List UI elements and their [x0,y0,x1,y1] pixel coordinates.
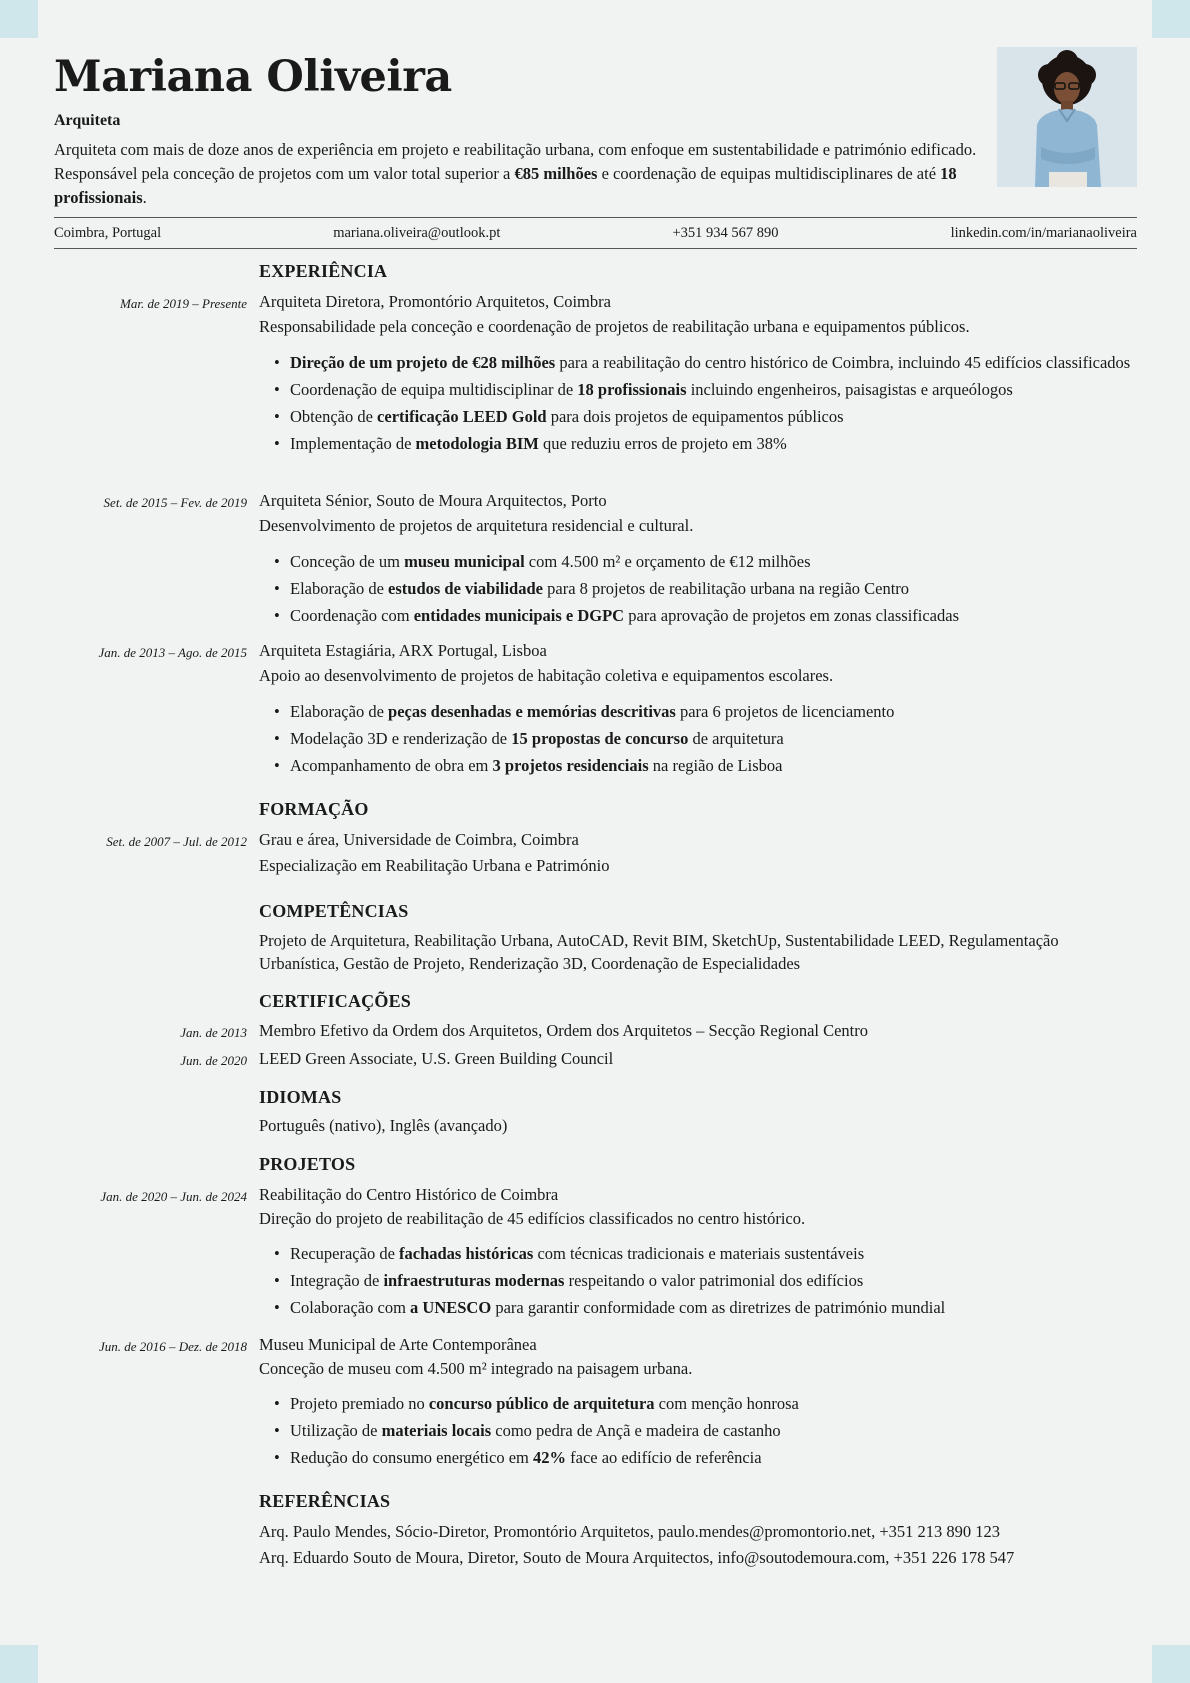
bullet-item [271,728,1141,750]
entry-date: Jan. de 2013 – Ago. de 2015 [98,645,247,660]
bullet-text: Coordenação de equipa multidisciplinar de [290,380,578,399]
bullet-text: com menção honrosa [654,1394,799,1413]
bullet-item [271,605,1141,627]
entry-date: Jun. de 2020 [180,1053,247,1068]
summary-highlight: €85 milhões [514,164,598,183]
bullet-item [271,551,1141,573]
candidate-role: Arquiteta [54,112,121,129]
entry-title: Arquiteta Diretora, Promontório Arquitetos, Coimbra [259,292,611,311]
entry-date: Jan. de 2020 – Jun. de 2024 [100,1189,247,1204]
section-title-references: REFERÊNCIAS [259,1491,391,1511]
bullet-item [271,1420,1141,1442]
bullet-highlight: 18 profissionais [577,380,687,399]
bullet-item [271,406,1141,428]
languages-list: Português (nativo), Inglês (avançado) [259,1116,508,1135]
contact-linkedin[interactable]: linkedin.com/in/marianaoliveira [950,224,1137,241]
bullet-text: com 4.500 m² e orçamento de €12 milhões [524,552,811,571]
entry-date: Set. de 2007 – Jul. de 2012 [106,834,247,849]
entry-date: Jan. de 2013 [180,1025,247,1040]
candidate-name: Mariana Oliveira [54,52,452,102]
bullet-text: para 8 projetos de reabilitação urbana na região Centro [543,579,910,598]
entry-title: Museu Municipal de Arte Contemporânea [259,1335,537,1354]
summary-text: Arquiteta com mais de doze anos de experiência em projeto e reabilitação urbana, com enfoque em sustentabilidade e património edificado. Responsável pela conceção de projetos com um valor total superior a [54,140,977,183]
contact-email[interactable]: mariana.oliveira@outlook.pt [333,224,501,241]
bullet-highlight: Direção de um projeto de €28 milhões [290,353,556,372]
section-title-projects: PROJETOS [259,1154,356,1174]
corner-decoration [0,0,38,38]
bullet-highlight: certificação LEED Gold [377,407,547,426]
bullet-item [271,433,1141,455]
contact-phone[interactable]: +351 934 567 890 [672,224,779,241]
bullet-text: para garantir conformidade com as diretrizes de património mundial [491,1298,946,1317]
bullet-item [271,755,1141,777]
entry-description: Conceção de museu com 4.500 m² integrado na paisagem urbana. [259,1359,693,1378]
profile-photo [997,47,1137,187]
corner-decoration [0,1645,38,1683]
bullet-text: para 6 projetos de licenciamento [675,702,895,721]
entry-date: Set. de 2015 – Fev. de 2019 [103,495,247,510]
contact-bar [54,217,1137,249]
bullet-item [271,1297,1141,1319]
resume-header [54,46,984,210]
summary-highlight: 18 profissionais [54,164,957,207]
entry-date: Jun. de 2016 – Dez. de 2018 [98,1339,247,1354]
bullet-text: Redução do consumo energético em [290,1448,533,1467]
bullet-highlight: materiais locais [381,1421,492,1440]
bullet-text: Conceção de um [290,552,405,571]
bullet-item [271,379,1141,401]
bullet-highlight: 42% [533,1448,566,1467]
bullet-text: para aprovação de projetos em zonas classificadas [624,606,959,625]
section-title-skills: COMPETÊNCIAS [259,901,409,921]
bullet-text: com técnicas tradicionais e materiais sustentáveis [533,1244,865,1263]
bullet-highlight: metodologia BIM [415,434,539,453]
entry-title: Membro Efetivo da Ordem dos Arquitetos, Ordem dos Arquitetos – Secção Regional Centro [259,1021,869,1040]
summary-text: . [142,188,147,207]
bullet-text: para a reabilitação do centro histórico de Coimbra, incluindo 45 edifícios classificados [555,353,1131,372]
bullet-highlight: 3 projetos residenciais [492,756,649,775]
bullet-text: como pedra de Ançã e madeira de castanho [491,1421,781,1440]
entry-date: Mar. de 2019 – Presente [120,296,247,311]
entry-title: Reabilitação do Centro Histórico de Coimbra [259,1185,559,1204]
bullet-text: Modelação 3D e renderização de [290,729,512,748]
entry-bullets [271,1243,1141,1324]
entry-bullets [271,1393,1141,1474]
bullet-text: para dois projetos de equipamentos públicos [546,407,844,426]
bullet-highlight: peças desenhadas e memórias descritivas [388,702,676,721]
bullet-item [271,1270,1141,1292]
corner-decoration [1152,0,1190,38]
bullet-highlight: a UNESCO [410,1298,492,1317]
entry-description: Desenvolvimento de projetos de arquitetura residencial e cultural. [259,516,694,535]
bullet-text: Recuperação de [290,1244,400,1263]
skills-list: Projeto de Arquitetura, Reabilitação Urbana, AutoCAD, Revit BIM, SketchUp, Sustentabilidade LEED, Regulamentação Urbanística, Gestão de Projeto, Renderização 3D, Coordenação de Especialidades [259,931,1059,973]
person-portrait-icon [997,47,1137,187]
summary-text: e coordenação de equipas multidisciplinares de até [597,164,941,183]
entry-description: Apoio ao desenvolvimento de projetos de habitação coletiva e equipamentos escolares. [259,666,834,685]
corner-decoration [1152,1645,1190,1683]
entry-title: Grau e área, Universidade de Coimbra, Coimbra [259,830,579,849]
bullet-highlight: fachadas históricas [399,1244,534,1263]
section-title-certifications: CERTIFICAÇÕES [259,991,411,1011]
reference-item: Arq. Eduardo Souto de Moura, Diretor, Souto de Moura Arquitectos, info@soutodemoura.com, +351 226 178 547 [259,1548,1015,1567]
bullet-item [271,1393,1141,1415]
bullet-text: de arquitetura [688,729,784,748]
bullet-item [271,578,1141,600]
entry-bullets [271,352,1141,460]
bullet-highlight: entidades municipais e DGPC [413,606,625,625]
bullet-text: na região de Lisboa [648,756,783,775]
reference-item: Arq. Paulo Mendes, Sócio-Diretor, Promontório Arquitetos, paulo.mendes@promontorio.net, +351 213 890 123 [259,1522,1001,1541]
entry-bullets [271,701,1141,782]
bullet-text: Colaboração com [290,1298,411,1317]
bullet-text: que reduziu erros de projeto em 38% [538,434,787,453]
bullet-text: Acompanhamento de obra em [290,756,493,775]
bullet-text: respeitando o valor patrimonial dos edifícios [564,1271,864,1290]
bullet-text: Obtenção de [290,407,378,426]
entry-title: Arquiteta Sénior, Souto de Moura Arquitectos, Porto [259,491,607,510]
bullet-text: face ao edifício de referência [566,1448,762,1467]
bullet-text: incluindo engenheiros, paisagistas e arqueólogos [686,380,1013,399]
entry-bullets [271,551,1141,632]
entry-description: Responsabilidade pela conceção e coordenação de projetos de reabilitação urbana e equipamentos públicos. [259,317,970,336]
bullet-text: Elaboração de [290,702,389,721]
bullet-text: Elaboração de [290,579,389,598]
contact-location: Coimbra, Portugal [54,224,162,241]
bullet-highlight: estudos de viabilidade [388,579,543,598]
bullet-text: Implementação de [290,434,416,453]
entry-description: Especialização em Reabilitação Urbana e Património [259,856,610,875]
section-title-languages: IDIOMAS [259,1087,342,1107]
section-title-education: FORMAÇÃO [259,799,369,819]
bullet-highlight: museu municipal [404,552,525,571]
entry-description: Direção do projeto de reabilitação de 45 edifícios classificados no centro histórico. [259,1209,806,1228]
bullet-item [271,352,1141,374]
section-title-experience: EXPERIÊNCIA [259,261,388,281]
bullet-text: Projeto premiado no [290,1394,429,1413]
bullet-highlight: infraestruturas modernas [383,1271,565,1290]
profile-summary [54,138,979,210]
bullet-item [271,1447,1141,1469]
entry-title: LEED Green Associate, U.S. Green Building Council [259,1049,614,1068]
bullet-highlight: 15 propostas de concurso [511,729,689,748]
bullet-item [271,1243,1141,1265]
bullet-text: Integração de [290,1271,384,1290]
entry-title: Arquiteta Estagiária, ARX Portugal, Lisboa [259,641,547,660]
bullet-highlight: concurso público de arquitetura [428,1394,655,1413]
bullet-text: Coordenação com [290,606,414,625]
bullet-item [271,701,1141,723]
bullet-text: Utilização de [290,1421,382,1440]
